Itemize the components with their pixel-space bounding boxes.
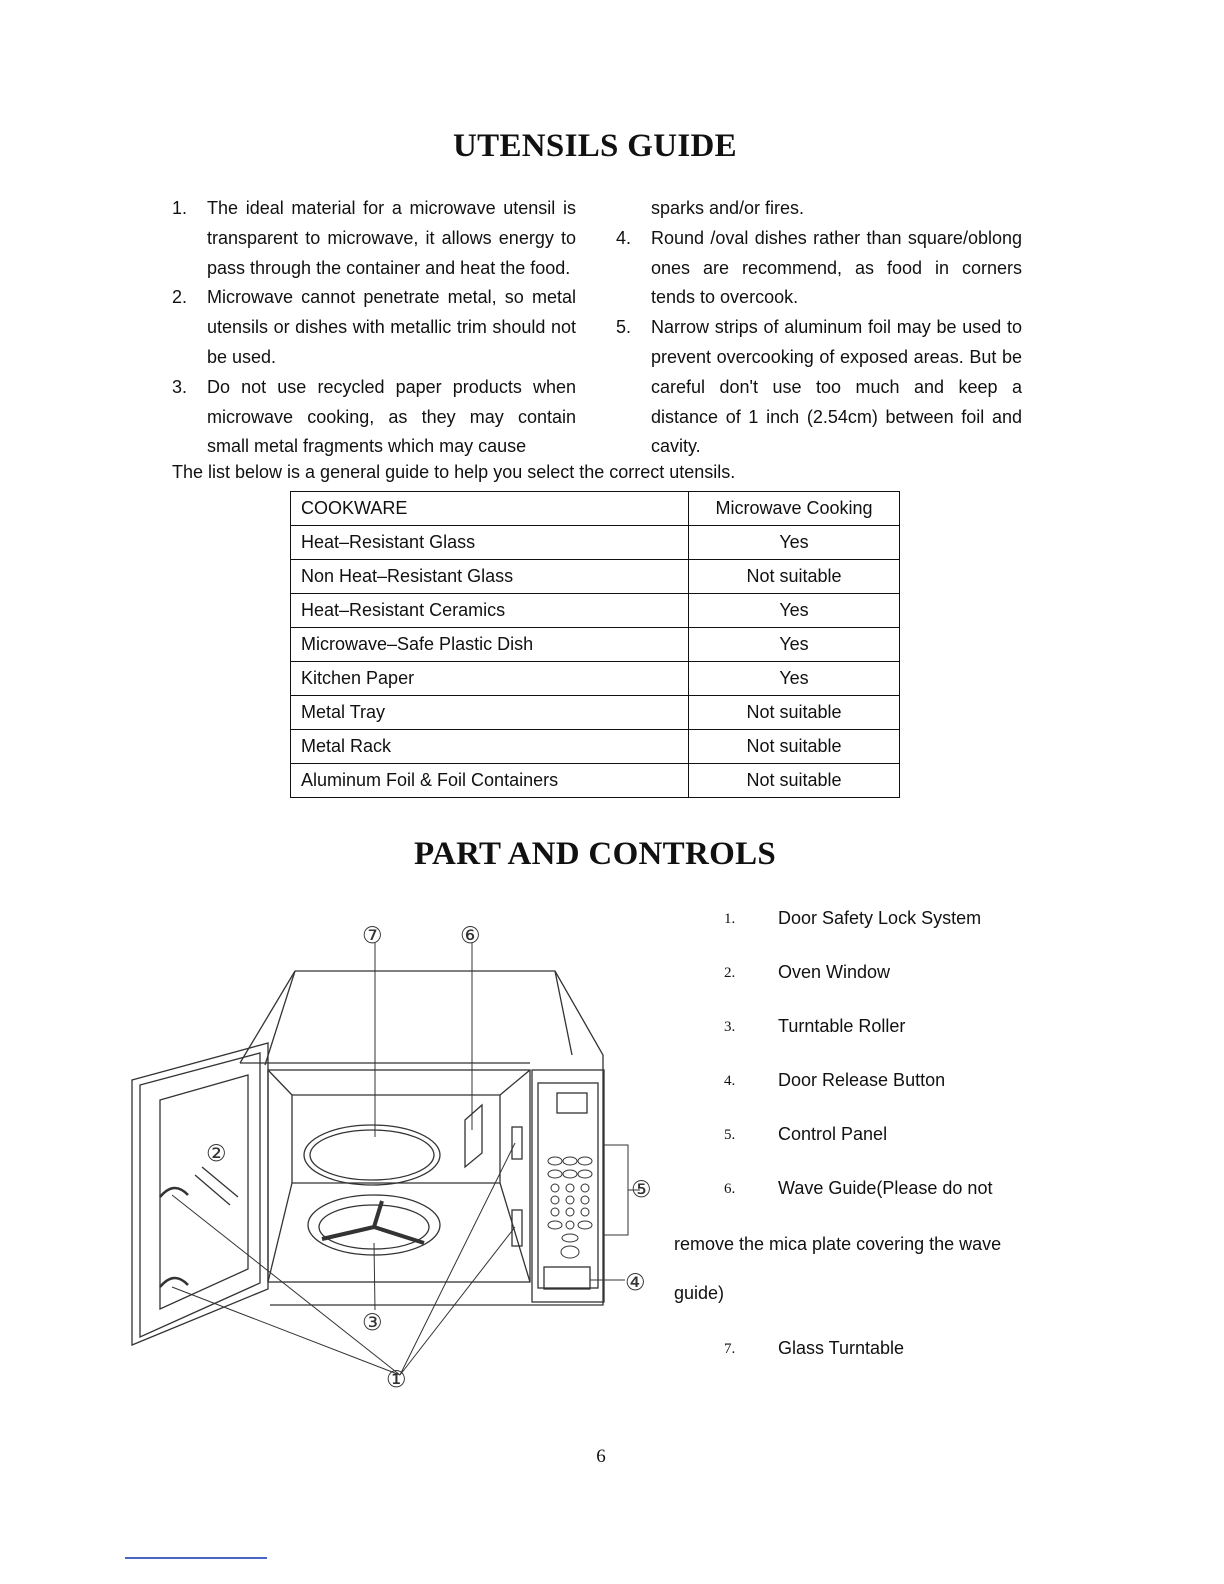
list-item-continuation: guide) [674, 1283, 725, 1303]
glass-turntable-rim [310, 1130, 434, 1180]
callout-2: ② [206, 1141, 227, 1167]
table-intro: The list below is a general guide to help you select the correct utensils. [172, 462, 736, 482]
list-item: 4. Round /oval dishes rather than square/oblong ones are recommend, as food in corners tends to overcook. [616, 227, 1022, 308]
oven-cavity [268, 1070, 530, 1282]
callout-leader-lines [172, 943, 640, 1375]
section-title: PART AND CONTROLS [413, 836, 777, 872]
callout-7: ⑦ [362, 923, 383, 949]
callout-1: ① [386, 1367, 407, 1393]
page-title: UTENSILS GUIDE [453, 128, 737, 164]
utensils-column-right [616, 194, 1022, 462]
callout-5: ⑤ [631, 1177, 652, 1203]
table-row: Metal Rack Not suitable [291, 730, 900, 764]
oven-top-right-edge [555, 971, 572, 1055]
list-item: 3. Do not use recycled paper products when microwave cooking, as they may contain small metal fragments which may cause [172, 376, 576, 457]
column-header-cookware: COOKWARE [291, 492, 689, 526]
table-row: Kitchen Paper Yes [291, 662, 900, 696]
list-item: 2. Microwave cannot penetrate metal, so metal utensils or dishes with metallic trim should not be used. [172, 287, 576, 367]
microwave-diagram [120, 905, 660, 1395]
callout-6: ⑥ [460, 923, 481, 949]
oven-body-outline [270, 971, 603, 1305]
callout-4: ④ [625, 1270, 646, 1296]
list-item: 1. The ideal material for a microwave utensil is transparent to microwave, it allows energy to pass through the container and heat the food. [172, 198, 576, 278]
column-header-microwave-cooking: Microwave Cooking [689, 492, 900, 526]
table-header-row [291, 492, 900, 526]
table-row: Metal Tray Not suitable [291, 696, 900, 730]
door-safety-lock-hooks [160, 1188, 188, 1287]
oven-door-inner-frame [140, 1053, 260, 1337]
table-row: Heat–Resistant Ceramics Yes [291, 594, 900, 628]
control-panel-buttons [548, 1157, 592, 1258]
control-panel [538, 1083, 598, 1288]
cookware-table [290, 491, 900, 798]
table-row: Non Heat–Resistant Glass Not suitable [291, 560, 900, 594]
callout-3: ③ [362, 1310, 383, 1336]
table-row: Aluminum Foil & Foil Containers Not suitable [291, 764, 900, 798]
cavity-perspective-lines [268, 1070, 530, 1282]
list-item: 5. Narrow strips of aluminum foil may be used to prevent overcooking of exposed areas. But be careful don't use too much and keep a distance of 1 inch (2.54cm) between foil and cavity. [616, 317, 1022, 457]
wave-guide [465, 1105, 482, 1167]
oven-top-edge-inner [265, 971, 295, 1065]
callout-numbers [206, 923, 652, 1393]
door-release-button [544, 1267, 590, 1289]
control-panel-display [557, 1093, 587, 1113]
glass-turntable [304, 1125, 440, 1185]
oven-window-glare [195, 1167, 238, 1205]
door-latch-slot-upper [512, 1127, 522, 1159]
list-item-continuation: sparks and/or fires. [651, 198, 805, 218]
footer-rule [125, 1557, 267, 1559]
turntable-roller-arms [322, 1201, 424, 1243]
utensils-column-left [172, 194, 576, 462]
table-row: Microwave–Safe Plastic Dish Yes [291, 628, 900, 662]
page-number: 6 [596, 1446, 606, 1467]
list-item-continuation: remove the mica plate covering the wave [674, 1234, 1002, 1254]
table-row: Heat–Resistant Glass Yes [291, 526, 900, 560]
oven-window [160, 1075, 248, 1309]
